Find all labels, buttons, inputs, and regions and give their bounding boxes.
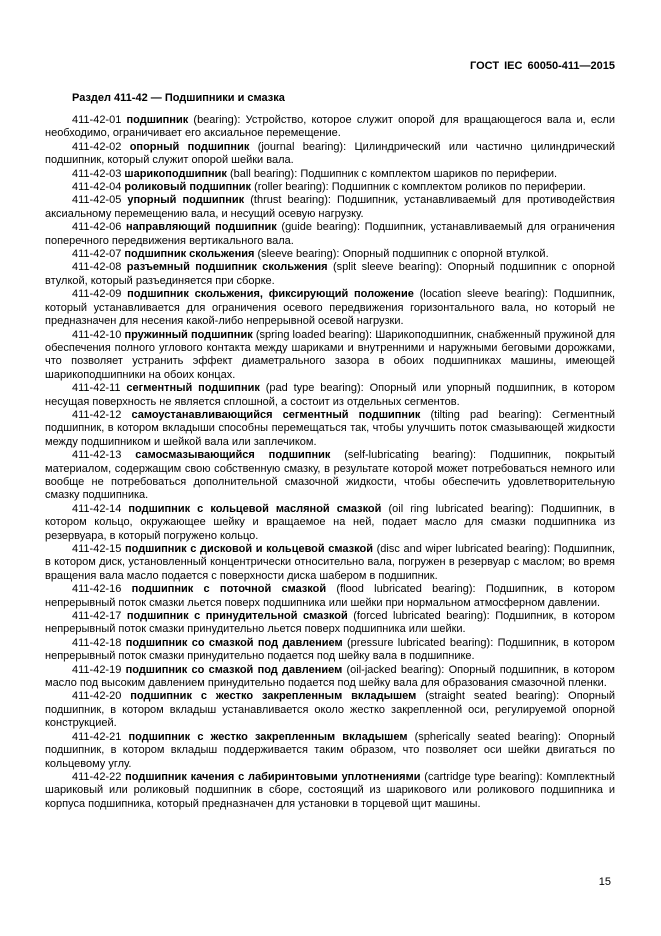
entry-definition: Подшипник с комплектом шариков по периферии.: [300, 167, 558, 180]
entry-term-en: (forced lubricated bearing):: [353, 610, 490, 623]
entry-definition: Шарикоподшипник, снабженный пружиной для обеспечения полного углового контакта между шариками и внутренними и наружными беговыми дорожками, что позволяет устранить эффект диаметрального зазора в обоих подшипниках машины, имеющей шарикоподшипники на обоих концах.: [45, 328, 616, 381]
entry-definition: Подшипник, устанавливаемый для противодействия аксиальному перемещению вала, и несущий осевую нагрузку.: [45, 194, 615, 220]
entry-term-ru: подшипник скольжения: [124, 248, 255, 261]
entry-definition: Подшипник, в котором непрерывный поток смазки принудительно льется поверх подшипника или шейки.: [45, 610, 616, 636]
entry-number: 411-42-17: [72, 610, 122, 623]
entry-term-en: (pressure lubricated bearing):: [347, 636, 494, 649]
entry-number: 411-42-08: [72, 261, 122, 274]
entry-definition: Подшипник, который устанавливается для ограничения осевого передвижения горизонтального вала, но который не предназначен для несения какой-либо непрерывной осевой нагрузки.: [45, 288, 615, 328]
entry-definition: Комплектный шариковый или роликовый подшипник в сборе, состоящий из шарикового или роликового подшипника и корпуса подшипника, который предназначен для установки в торцевой щит машины.: [45, 770, 616, 810]
definition-entry: [45, 449, 615, 503]
entry-number: 411-42-04: [72, 181, 122, 194]
entry-term-ru: разъемный подшипник скольжения: [126, 261, 328, 274]
definition-entry: [45, 221, 615, 248]
entry-term-ru: подшипник: [126, 114, 189, 126]
entry-definition: Опорный подшипник, в котором масло под высоким давлением принудительно подается под шейку вала для образования смазочной пленки.: [45, 663, 615, 690]
entry-definition: Подшипник, в котором диск, установленный концентрически относительно вала, погружен в резервуар с маслом; во время вращения вала масло подается с поверхности диска шабером в подшипник.: [45, 543, 616, 582]
entry-number: 411-42-09: [72, 288, 122, 301]
entry-term-en: (guide bearing):: [281, 221, 361, 234]
entry-number: 411-42-21: [72, 730, 122, 743]
definition-entry: [45, 771, 615, 811]
entry-term-en: (pad type bearing):: [265, 382, 364, 395]
entry-term-ru: подшипник с дисковой и кольцевой смазкой: [124, 543, 373, 555]
definitions-list: [45, 114, 615, 811]
entry-number: 411-42-03: [72, 167, 122, 180]
entry-term-ru: подшипник со смазкой под давлением: [125, 636, 343, 649]
entry-definition: Опорный подшипник с опорной втулкой.: [342, 248, 549, 261]
definition-entry: [45, 141, 615, 168]
entry-term-en: (ball bearing):: [230, 167, 298, 180]
entry-term-ru: опорный подшипник: [129, 140, 250, 153]
entry-number: 411-42-16: [72, 583, 122, 596]
entry-term-ru: подшипник качения с лабиринтовыми уплотнениями: [125, 770, 421, 783]
entry-term-ru: самосмазывающийся подшипник: [135, 449, 331, 462]
entry-number: 411-42-11: [72, 382, 121, 395]
entry-number: 411-42-06: [72, 221, 122, 234]
definition-entry: [45, 543, 615, 583]
entry-term-en: (roller bearing):: [254, 181, 329, 194]
entry-number: 411-42-20: [72, 690, 122, 703]
entry-term-ru: подшипник скольжения, фиксирующий положение: [127, 288, 414, 301]
entry-number: 411-42-13: [72, 449, 122, 462]
section-title: Раздел 411-42 — Подшипники и смазка: [72, 92, 285, 104]
entry-term-ru: подшипник с поточной смазкой: [131, 583, 327, 596]
entry-term-en: (split sleeve bearing):: [332, 261, 443, 274]
definition-entry: [45, 637, 615, 664]
entry-term-ru: подшипник с жестко закрепленным вкладышем: [130, 690, 417, 703]
entry-term-en: (straight seated bearing):: [425, 690, 560, 703]
definition-entry: [45, 409, 615, 449]
definition-entry: [45, 731, 615, 771]
entry-term-ru: самоустанавливающийся сегментный подшипник: [131, 408, 421, 421]
entry-number: 411-42-01: [72, 114, 122, 126]
entry-number: 411-42-12: [72, 408, 122, 421]
entry-definition: Устройство, которое служит опорой для вращающегося вала и, если необходимо, ограничивает его аксиальное перемещение.: [45, 114, 615, 140]
entry-term-en: (location sleeve bearing):: [419, 288, 548, 301]
definition-entry: [45, 610, 615, 637]
entry-term-en: (sleeve bearing):: [257, 248, 340, 261]
entry-number: 411-42-05: [72, 194, 122, 207]
definition-entry: [45, 382, 615, 409]
definition-entry: [45, 690, 615, 730]
entry-term-ru: шарикоподшипник: [124, 167, 227, 180]
definition-entry: [45, 503, 615, 543]
entry-definition: Подшипник, в котором кольцо, окружающее шейку и вращаемое на ней, подает масло для смазки подшипника из резервуара, в который погружено кольцо.: [45, 502, 615, 542]
entry-definition: Подшипник, в котором непрерывный поток смазки льется поверх подшипника или шейки при нормальном атмосферном давлении.: [45, 583, 616, 609]
entry-number: 411-42-10: [72, 328, 122, 341]
entry-number: 411-42-22: [72, 770, 122, 783]
entry-term-en: (spherically seated bearing):: [414, 730, 561, 743]
entry-term-en: (journal bearing):: [257, 140, 347, 153]
entry-term-ru: подшипник с жестко закрепленным вкладышем: [128, 730, 408, 743]
entry-term-ru: упорный подшипник: [127, 194, 245, 207]
entry-term-en: (self-lubricating bearing):: [344, 449, 477, 462]
entry-term-ru: подшипник с кольцевой масляной смазкой: [128, 502, 382, 515]
entry-term-ru: сегментный подшипник: [126, 382, 260, 395]
entry-definition: Опорный подшипник, в котором вкладыш устанавливается около жестко закрепленной оси, регулируемой опорной конструкцией.: [45, 690, 616, 730]
definition-entry: [45, 261, 615, 288]
definition-entry: [45, 181, 615, 194]
entry-definition: Подшипник, в котором непрерывный поток смазки принудительно подается под шейку вала в подшипнике.: [45, 636, 615, 663]
entry-term-en: (thrust bearing):: [250, 194, 331, 207]
entry-definition: Подшипник, устанавливаемый для ограничения поперечного передвижения вертикального вала.: [45, 221, 615, 247]
entry-term-ru: подшипник с принудительной смазкой: [126, 610, 348, 623]
definition-entry: [45, 583, 615, 610]
entry-definition: Подшипник с комплектом роликов по периферии.: [331, 181, 586, 194]
page-number: 15: [598, 876, 611, 888]
entry-term-ru: подшипник со смазкой под давлением: [125, 663, 343, 676]
entry-term-en: (oil-jacked bearing):: [346, 663, 445, 676]
entry-number: 411-42-15: [72, 543, 122, 555]
definition-entry: [45, 288, 615, 328]
entry-term-en: (bearing):: [193, 114, 241, 126]
entry-definition: Опорный подшипник с опорной втулкой, который разъединяется при сборке.: [45, 261, 615, 287]
entry-term-ru: пружинный подшипник: [124, 328, 253, 341]
entry-term-en: (spring loaded bearing):: [255, 328, 373, 341]
entry-term-en: (flood lubricated bearing):: [336, 583, 476, 596]
entry-term-en: (cartridge type bearing):: [424, 770, 543, 783]
definition-entry: [45, 664, 615, 691]
entry-term-en: (oil ring lubricated bearing):: [388, 502, 534, 515]
definition-entry: [45, 248, 615, 261]
entry-definition: Опорный или упорный подшипник, в котором несущая поверхность не является сплошной, а состоит из отдельных сегментов.: [45, 382, 616, 408]
entry-term-ru: направляющий подшипник: [125, 221, 277, 234]
entry-number: 411-42-07: [72, 248, 122, 261]
entry-definition: Опорный подшипник, в котором вкладыш поддерживается таким образом, что позволяет оси шейки двигаться по кольцевому углу.: [45, 730, 616, 770]
entry-term-en: (disc and wiper lubricated bearing):: [376, 543, 551, 555]
entry-definition: Сегментный подшипник, в котором вкладыши способны перемещаться так, чтобы улучшить поток смазывающей жидкости между подшипником и шейкой вала или заплечиком.: [45, 408, 615, 448]
entry-term-ru: роликовый подшипник: [124, 181, 252, 194]
entry-term-en: (tilting pad bearing):: [430, 408, 542, 421]
entry-definition: Цилиндрический или частично цилиндрический подшипник, который служит опорой шейки вала.: [45, 140, 615, 167]
definition-entry: [45, 114, 615, 141]
entry-number: 411-42-19: [72, 663, 122, 676]
entry-number: 411-42-18: [72, 636, 122, 649]
definition-entry: [45, 194, 615, 221]
entry-number: 411-42-02: [72, 140, 122, 153]
definition-entry: [45, 329, 615, 383]
definition-entry: [45, 168, 615, 181]
standard-designation-header: ГОСТ IEC 60050-411—2015: [470, 60, 615, 72]
entry-definition: Подшипник, покрытый материалом, содержащим свою собственную смазку, в результате которой может потребоваться немного или вообще не потребоваться дополнительной смазочной жидкости, чтобы обеспечить удовлетворительную смазку подшипника.: [45, 449, 616, 502]
entry-number: 411-42-14: [72, 502, 122, 515]
